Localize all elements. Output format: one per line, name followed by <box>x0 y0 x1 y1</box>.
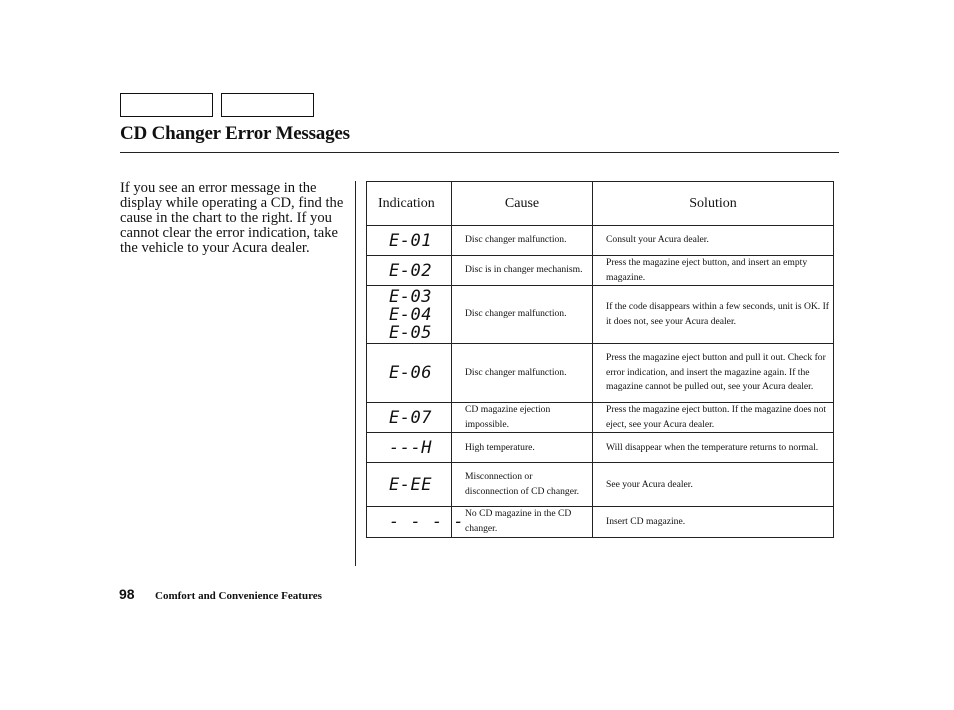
table-row <box>367 344 834 403</box>
error-code: E-EE <box>389 474 432 495</box>
error-code: E-02 <box>389 260 432 281</box>
error-code: E-01 <box>389 230 432 251</box>
table-row <box>367 507 834 537</box>
indication-cell <box>367 403 452 433</box>
table-row <box>367 403 834 433</box>
title-divider <box>120 152 839 153</box>
header-indication: Indication <box>367 182 452 226</box>
solution-cell: See your Acura dealer. <box>593 463 834 507</box>
cause-cell: No CD magazine in the CD changer. <box>452 507 593 537</box>
table-header-row <box>367 182 834 226</box>
cause-cell: Misconnection or disconnection of CD changer. <box>452 463 593 507</box>
solution-cell: Press the magazine eject button, and insert an empty magazine. <box>593 256 834 286</box>
table-row <box>367 463 834 507</box>
cause-cell: Disc changer malfunction. <box>452 226 593 256</box>
indication-cell <box>367 507 465 537</box>
table-row <box>367 226 834 256</box>
column-divider <box>355 181 356 566</box>
nav-box-previous[interactable] <box>120 93 213 117</box>
cause-cell: Disc changer malfunction. <box>452 344 593 403</box>
solution-cell: Press the magazine eject button. If the magazine does not eject, see your Acura dealer. <box>593 403 834 433</box>
intro-paragraph: If you see an error message in the display while operating a CD, find the cause in the chart to the right. If you cannot clear the error indication, take the vehicle to your Acura dealer. <box>120 180 344 256</box>
table-row <box>367 256 834 286</box>
error-code: E-06 <box>389 363 432 384</box>
indication-cell <box>367 256 452 286</box>
indication-cell <box>367 344 452 403</box>
page-title: CD Changer Error Messages <box>120 123 350 144</box>
header-solution: Solution <box>593 182 834 226</box>
error-code: - - - - <box>389 511 465 532</box>
solution-cell: If the code disappears within a few seconds, unit is OK. If it does not, see your Acura dealer. <box>593 286 834 344</box>
page-number: 98 <box>119 586 135 602</box>
error-code: E-07 <box>389 407 432 428</box>
solution-cell: Press the magazine eject button and pull it out. Check for error indication, and insert the magazine again. If the magazine cannot be pulled out, see your Acura dealer. <box>593 344 834 403</box>
solution-cell: Will disappear when the temperature returns to normal. <box>593 433 834 463</box>
cause-cell: High temperature. <box>452 433 593 463</box>
indication-cell <box>367 463 452 507</box>
table-row <box>367 286 834 344</box>
indication-cell <box>367 286 452 344</box>
section-title: Comfort and Convenience Features <box>155 590 322 602</box>
solution-cell: Insert CD magazine. <box>593 507 834 537</box>
indication-cell <box>367 433 452 463</box>
header-cause: Cause <box>452 182 593 226</box>
error-messages-table <box>366 181 834 538</box>
error-code: E-04 <box>389 304 432 325</box>
nav-box-next[interactable] <box>221 93 314 117</box>
cause-cell: Disc changer malfunction. <box>452 286 593 344</box>
solution-cell: Consult your Acura dealer. <box>593 226 834 256</box>
error-code: E-05 <box>389 322 432 343</box>
cause-cell: CD magazine ejection impossible. <box>452 403 593 433</box>
cause-cell: Disc is in changer mechanism. <box>452 256 593 286</box>
error-code: E-03 <box>389 286 432 307</box>
indication-cell <box>367 226 452 256</box>
table-row <box>367 433 834 463</box>
error-code: ---H <box>389 437 432 458</box>
